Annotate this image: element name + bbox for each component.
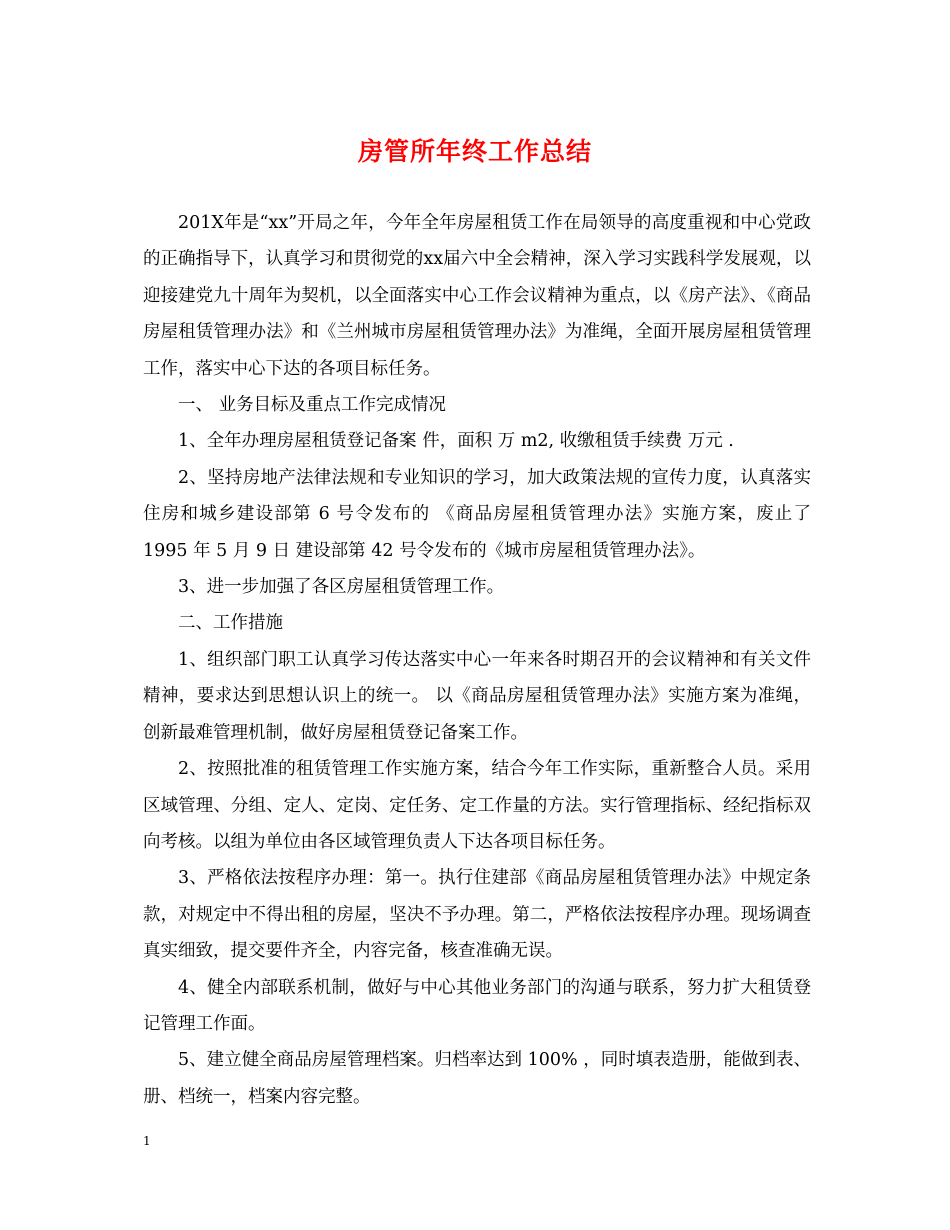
paragraph-item-2-4: 4、健全内部联系机制，做好与中心其他业务部门的沟通与联系，努力扩大租赁登记管理工作面。 xyxy=(143,977,811,1034)
document-title: 房管所年终工作总结 xyxy=(357,137,592,166)
paragraph-item-1-1: 1、全年办理房屋租赁登记备案 件，面积 万 m2, 收缴租赁手续费 万元 . xyxy=(178,431,734,452)
page-number: 1 xyxy=(143,1134,151,1148)
paragraph-item-2-3: 3、严格依法按程序办理：第一。执行住建部《商品房屋租赁管理办法》中规定条款，对规定中不得出租的房屋，坚决不予办理。第二，严格依法按程序办理。现场调查真实细致，提交要件齐全，内容完备，核查准确无误。 xyxy=(143,868,811,962)
section-heading-2: 二、工作措施 xyxy=(178,613,283,634)
paragraph-item-1-3: 3、进一步加强了各区房屋租赁管理工作。 xyxy=(178,577,505,598)
paragraph-item-2-2: 2、按照批准的租赁管理工作实施方案，结合今年工作实际，重新整合人员。采用区域管理、分组、定人、定岗、定任务、定工作量的方法。实行管理指标、经纪指标双向考核。以组为单位由各区域管理负责人下达各项目标任务。 xyxy=(143,759,811,852)
document-body xyxy=(143,205,811,1115)
paragraph-item-2-5: 5、建立健全商品房屋管理档案。归档率达到 100% ，同时填表造册，能做到表、册、档统一，档案内容完整。 xyxy=(143,1050,811,1107)
paragraph-item-2-1: 1、组织部门职工认真学习传达落实中心一年来各时期召开的会议精神和有关文件精神，要求达到思想认识上的统一。 以《商品房屋租赁管理办法》实施方案为准绳，创新最难管理机制，做好房屋租赁登记备案工作。 xyxy=(143,649,811,743)
section-heading-1: 一、 业务目标及重点工作完成情况 xyxy=(178,395,447,416)
paragraph-item-1-2: 2、坚持房地产法律法规和专业知识的学习，加大政策法规的宣传力度，认真落实住房和城乡建设部第 6 号令发布的 《商品房屋租赁管理办法》实施方案，废止了 1995 年 5 月 9 日 建设部第 42 号令发布的《城市房屋租赁管理办法》。 xyxy=(143,467,811,561)
paragraph-intro: 201X年是“xx”开局之年，今年全年房屋租赁工作在局领导的高度重视和中心党政的正确指导下，认真学习和贯彻党的xx届六中全会精神，深入学习实践科学发展观，以迎接建党九十周年为契机，以全面落实中心工作会议精神为重点，以《房产法》、《商品房屋租赁管理办法》和《兰州城市房屋租赁管理办法》为准绳，全面开展房屋租赁管理工作，落实中心下达的各项目标任务。 xyxy=(143,213,811,379)
